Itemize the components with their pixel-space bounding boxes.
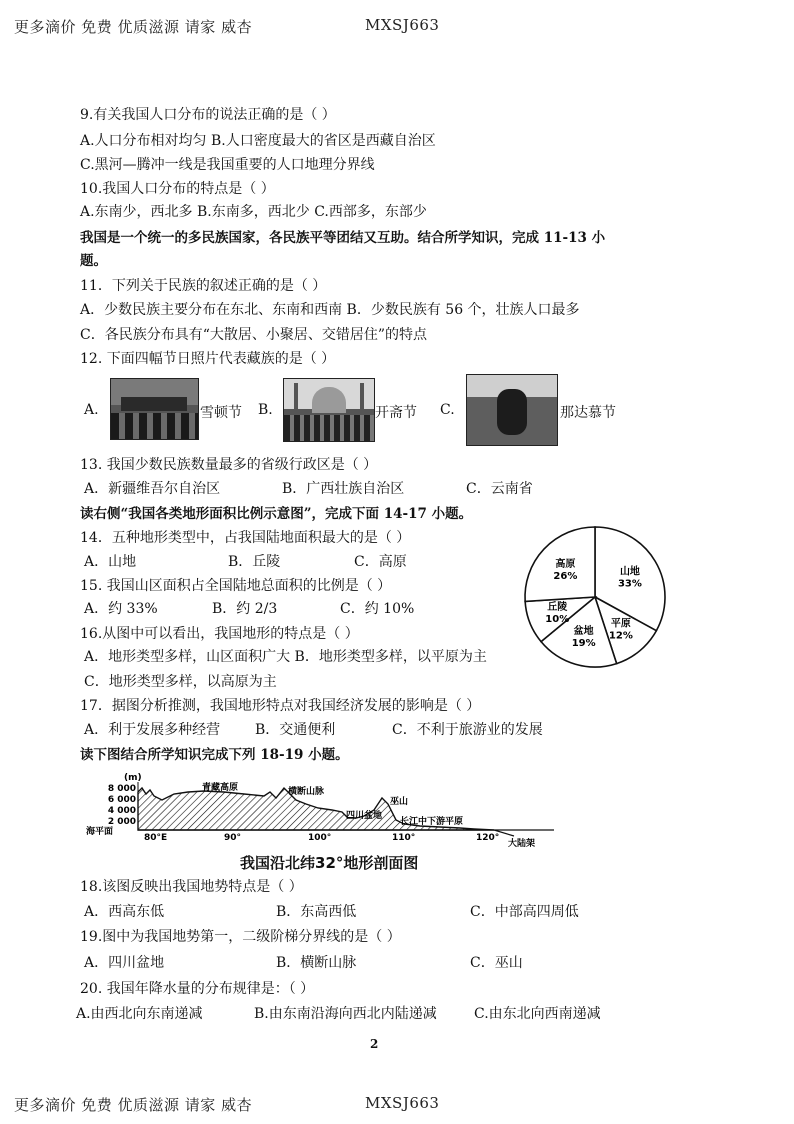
pie-label-name-0: 山地: [619, 566, 640, 578]
q14-option-b: B．丘陵: [228, 554, 281, 570]
q18-option-c: C．中部高四周低: [470, 904, 579, 920]
page-number: 2: [370, 1037, 379, 1051]
q12-stem: 12. 下面四幅节日照片代表藏族的是（ ）: [80, 351, 336, 367]
q9-stem: 9.有关我国人口分布的说法正确的是（ ）: [80, 107, 336, 123]
festival-photo-a: [110, 378, 199, 440]
q19-stem: 19.图中为我国地势第一，二级阶梯分界线的是（ ）: [80, 929, 401, 945]
pie-label-name-1: 平原: [610, 618, 631, 630]
q10-options: A.东南少，西北多 B.东南多，西北少 C.西部多，东部少: [80, 204, 427, 220]
q10-stem: 10.我国人口分布的特点是（ ）: [80, 181, 275, 197]
q12-caption-c: 那达慕节: [560, 405, 616, 421]
q20-stem: 20. 我国年降水量的分布规律是：（ ）: [80, 981, 315, 997]
q16-options-ab: A．地形类型多样，山区面积广大 B．地形类型多样，以平原为主: [84, 649, 487, 665]
q12-label-b: B.: [258, 402, 273, 418]
q19-option-a: A．四川盆地: [84, 955, 165, 971]
profile-label-qinghai-plateau: 青藏高原: [202, 783, 239, 793]
q17-option-c: C．不利于旅游业的发展: [392, 722, 543, 738]
intro-11-13-tail: 题。: [80, 253, 107, 269]
q15-option-a: A．约 33%: [84, 601, 158, 617]
pie-label-pct-1: 12%: [608, 630, 633, 642]
q15-option-c: C．约 10%: [340, 601, 415, 617]
watermark-top-code: MXSJ663: [365, 16, 440, 34]
q16-stem: 16.从图中可以看出，我国地形的特点是（ ）: [80, 626, 359, 642]
q13-option-a: A．新疆维吾尔自治区: [84, 481, 221, 497]
profile-title: 我国沿北纬32°地形剖面图: [240, 854, 419, 872]
q13-option-c: C．云南省: [466, 481, 533, 497]
q18-stem: 18.该图反映出我国地势特点是（ ）: [80, 879, 303, 895]
intro-11-13: 我国是一个统一的多民族国家，各民族平等团结又互助。结合所学知识，完成 11-13 小: [80, 230, 606, 246]
profile-label-hengduan-mountains: 横断山脉: [288, 787, 325, 797]
profile-label-changjiang-plain: 长江中下游平原: [400, 817, 464, 827]
profile-x-tick-120: 120°: [476, 833, 500, 843]
profile-x-tick-100: 100°: [308, 833, 332, 843]
q11-option-c: C．各民族分布具有“大散居、小聚居、交错居住”的特点: [80, 327, 428, 343]
q16-option-c: C．地形类型多样，以高原为主: [84, 674, 277, 690]
q14-stem: 14．五种地形类型中，占我国陆地面积最大的是（ ）: [80, 530, 411, 546]
profile-x-tick-90: 90°: [224, 833, 242, 843]
q9-option-c: C.黑河—腾冲一线是我国重要的人口地理分界线: [80, 157, 375, 173]
profile-x-tick-110: 110°: [392, 833, 416, 843]
watermark-bottom: 更多滴价 免费 优质滋源 请家 威杏: [14, 1096, 253, 1114]
pie-label-pct-2: 19%: [571, 637, 596, 649]
q13-option-b: B．广西壮族自治区: [282, 481, 405, 497]
profile-y-tick-6000: 6 000: [107, 795, 136, 805]
q15-stem: 15. 我国山区面积占全国陆地总面积的比例是（ ）: [80, 578, 392, 594]
profile-label-sichuan-basin: 四川盆地: [346, 811, 383, 821]
q11-options-ab: A．少数民族主要分布在东北、东南和西南 B．少数民族有 56 个，壮族人口最多: [80, 302, 580, 318]
q17-stem: 17．据图分析推测，我国地形特点对我国经济发展的影响是（ ）: [80, 698, 481, 714]
profile-y-tick-4000: 4 000: [107, 806, 136, 816]
profile-y-tick-2000: 2 000: [107, 817, 136, 827]
watermark-bottom-code: MXSJ663: [365, 1094, 440, 1112]
profile-sea-level: 海平面: [86, 827, 114, 837]
q18-option-a: A．西高东低: [84, 904, 165, 920]
profile-unit: (m): [124, 773, 142, 783]
festival-photo-c: [466, 374, 558, 446]
latitude-32-profile-diagram: [84, 770, 554, 852]
q14-option-c: C．高原: [354, 554, 407, 570]
q11-stem: 11．下列关于民族的叙述正确的是（ ）: [80, 278, 327, 294]
pie-label-pct-4: 26%: [553, 571, 578, 583]
q14-option-a: A．山地: [84, 554, 137, 570]
profile-x-tick-80: 80°E: [144, 833, 168, 843]
q20-option-a: A.由西北向东南递减: [76, 1006, 203, 1022]
pie-label-name-4: 高原: [555, 559, 576, 571]
q18-option-b: B．东高西低: [276, 904, 357, 920]
q12-caption-a: 雪顿节: [200, 405, 242, 421]
pie-label-pct-0: 33%: [617, 578, 642, 590]
q15-option-b: B．约 2/3: [212, 601, 278, 617]
q17-option-b: B．交通便利: [255, 722, 336, 738]
festival-photo-b: [283, 378, 375, 442]
q19-option-b: B．横断山脉: [276, 955, 357, 971]
q13-stem: 13. 我国少数民族数量最多的省级行政区是（ ）: [80, 457, 378, 473]
profile-label-wushan: 巫山: [390, 797, 409, 807]
q20-option-c: C.由东北向西南递减: [474, 1006, 601, 1022]
q12-label-c: C.: [440, 402, 455, 418]
pie-label-name-3: 丘陵: [547, 601, 568, 613]
intro-18-19: 读下图结合所学知识完成下列 18-19 小题。: [80, 747, 349, 763]
pie-label-name-2: 盆地: [573, 625, 594, 637]
q17-option-a: A．利于发展多种经营: [84, 722, 221, 738]
profile-label-continental-shelf: 大陆架: [508, 839, 536, 849]
watermark-top: 更多滴价 免费 优质滋源 请家 威杏: [14, 18, 253, 36]
q12-caption-b: 开斋节: [375, 405, 417, 421]
profile-y-tick-8000: 8 000: [107, 784, 136, 794]
q19-option-c: C．巫山: [470, 955, 523, 971]
pie-label-pct-3: 10%: [545, 613, 570, 625]
terrain-area-pie-chart: [520, 522, 670, 672]
q12-label-a: A.: [84, 402, 99, 418]
q9-options-ab: A.人口分布相对均匀 B.人口密度最大的省区是西藏自治区: [80, 133, 436, 149]
q20-option-b: B.由东南沿海向西北内陆递减: [254, 1006, 437, 1022]
intro-14-17: 读右侧“我国各类地形面积比例示意图”，完成下面 14-17 小题。: [80, 506, 473, 522]
